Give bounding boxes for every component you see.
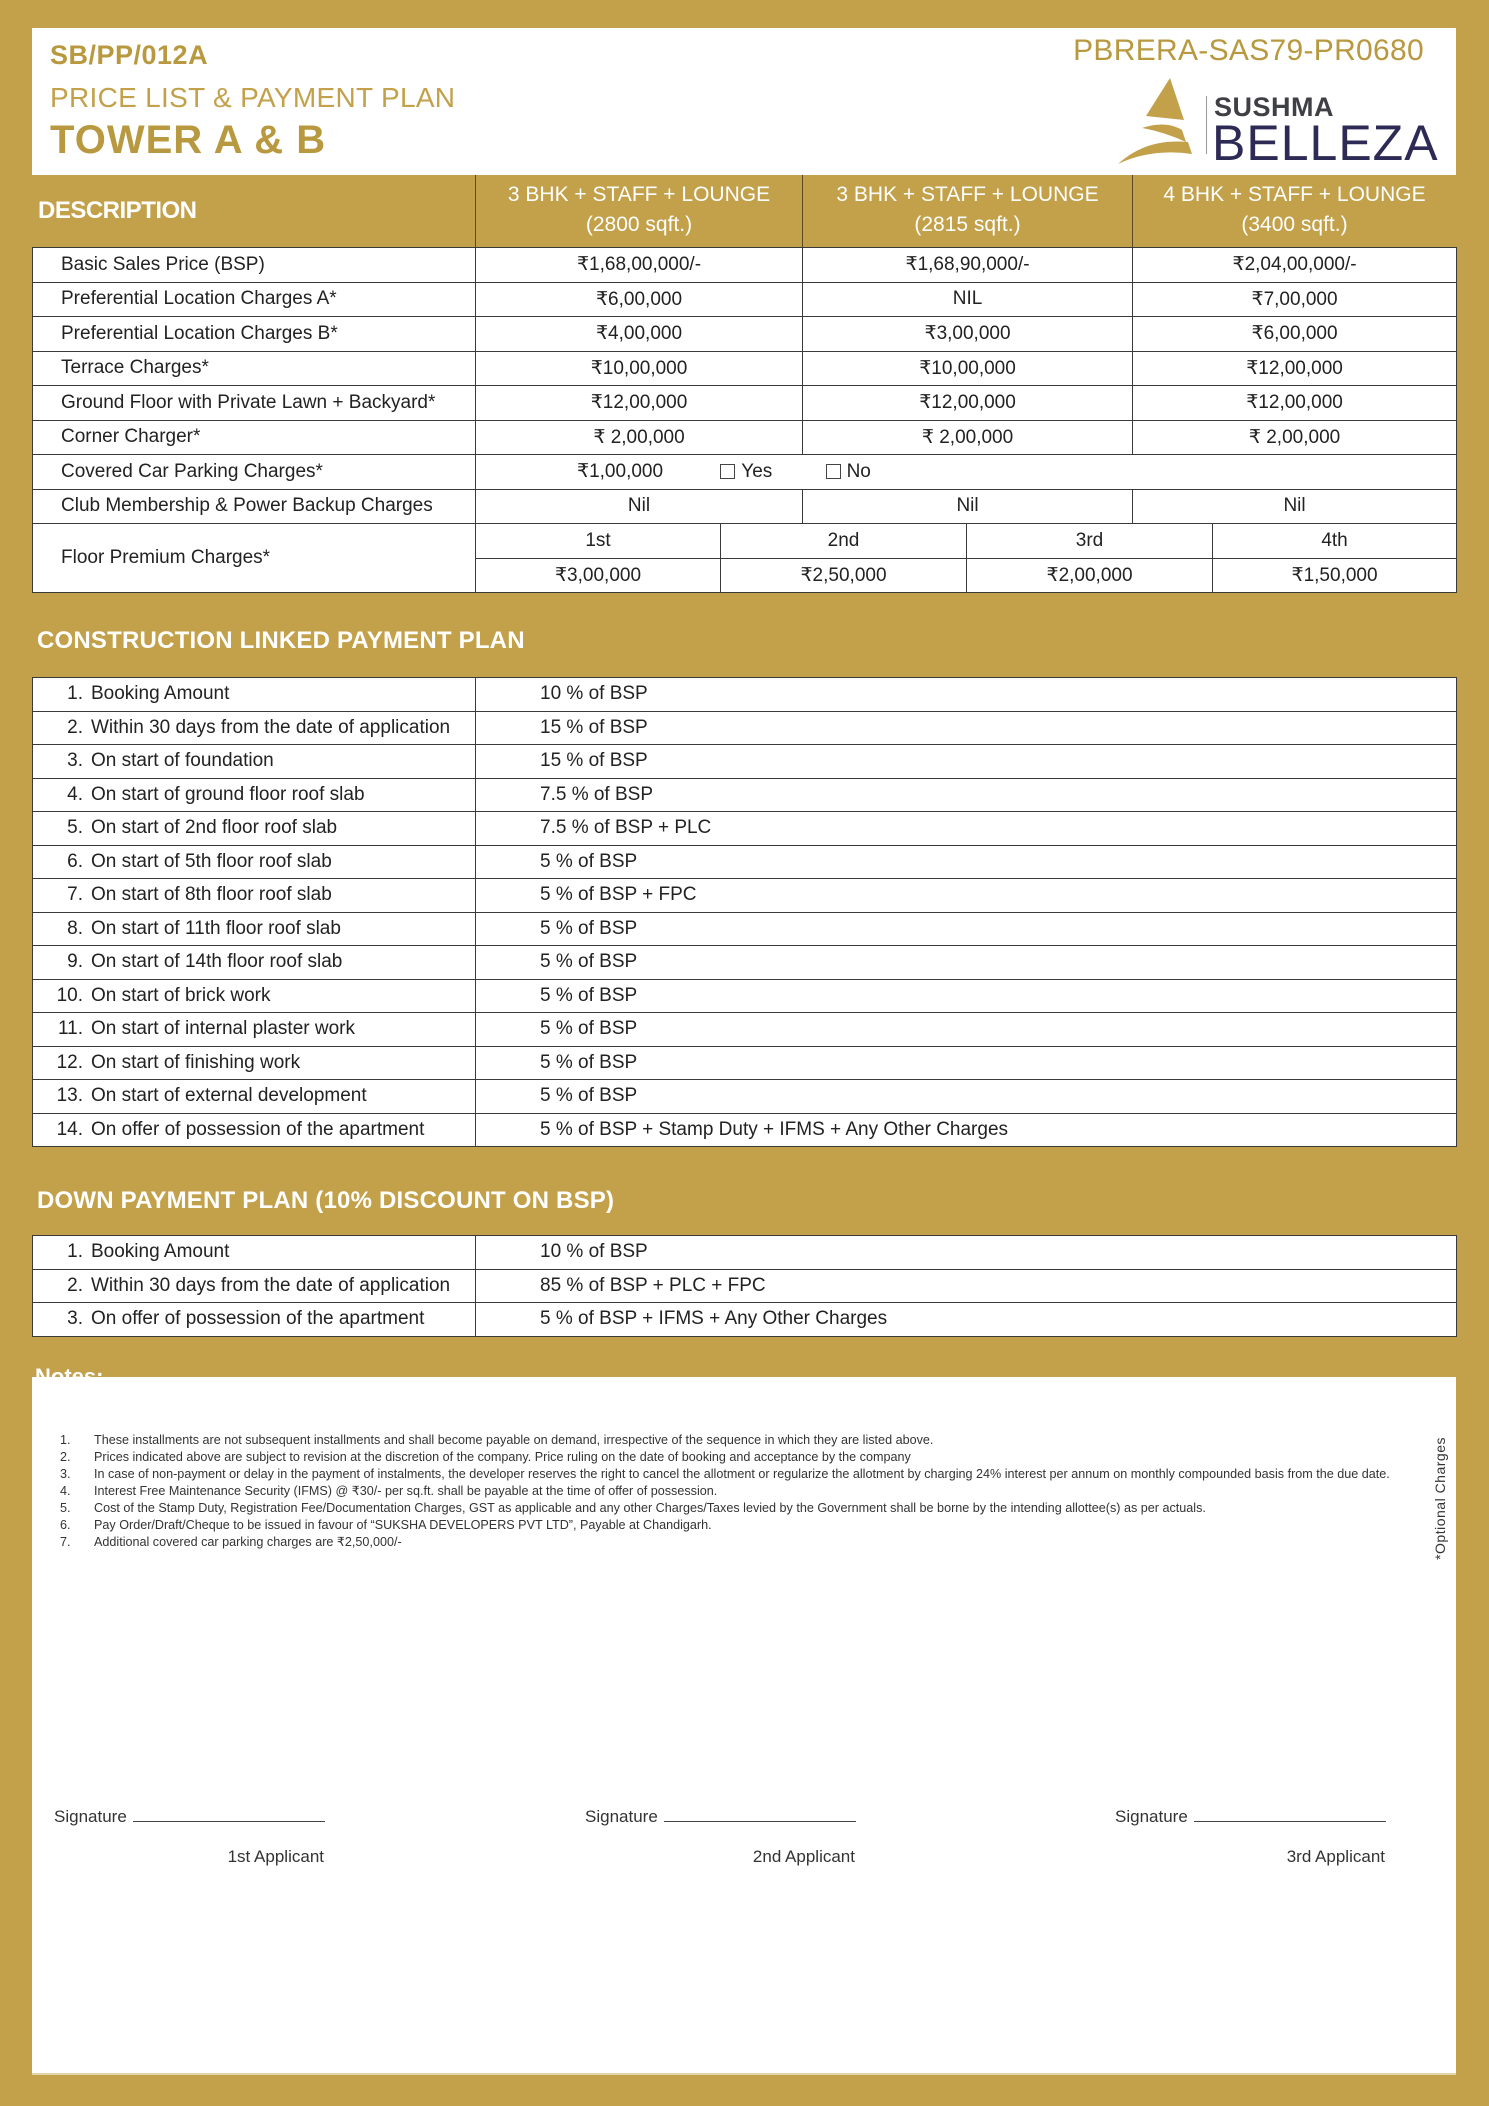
stage-label: On offer of possession of the apartment	[91, 1118, 425, 1140]
checkbox-yes-label: Yes	[741, 461, 773, 483]
document-subtitle: PRICE LIST & PAYMENT PLAN	[50, 82, 456, 113]
price-cell: ₹12,00,000	[476, 386, 803, 421]
stage-cell	[33, 912, 476, 946]
stage-label: Booking Amount	[91, 1241, 230, 1263]
stage-cell	[33, 979, 476, 1013]
note-item	[60, 1534, 1390, 1551]
row-label: Club Membership & Power Backup Charges	[33, 489, 476, 524]
stage-number: 3.	[67, 1308, 83, 1330]
table-row	[33, 912, 1457, 946]
table-row	[33, 489, 1457, 524]
brand-name-top: SUSHMA	[1214, 92, 1335, 122]
table-row	[33, 812, 1457, 846]
floor-label: 4th	[1213, 524, 1457, 559]
column-header-line1: 3 BHK + STAFF + LOUNGE	[507, 183, 771, 206]
stage-number: 14.	[56, 1118, 83, 1140]
column-header-line2: (3400 sqft.)	[1241, 213, 1348, 236]
amount-cell: 5 % of BSP	[476, 912, 1457, 946]
parking-cell	[476, 455, 1457, 490]
price-cell: Nil	[803, 489, 1133, 524]
table-row-parking	[33, 455, 1457, 490]
note-text: Pay Order/Draft/Cheque to be issued in favour of “SUKSHA DEVELOPERS PVT LTD”, Payable at Chandigarh.	[94, 1518, 712, 1532]
stage-number: 4.	[67, 783, 83, 805]
column-header-4bhk-3400	[1132, 175, 1456, 247]
stage-label: On start of brick work	[91, 984, 271, 1006]
stage-label: Within 30 days from the date of application	[91, 1274, 451, 1296]
applicant-label: 1st Applicant	[227, 1847, 324, 1866]
note-item	[60, 1483, 1390, 1500]
stage-number: 11.	[57, 1018, 83, 1040]
stage-cell	[33, 1046, 476, 1080]
stage-label: On start of 8th floor roof slab	[91, 884, 332, 906]
row-label: Covered Car Parking Charges*	[33, 455, 476, 490]
stage-label: On start of 14th floor roof slab	[91, 951, 343, 973]
row-label: Terrace Charges*	[33, 351, 476, 386]
column-header-line1: 3 BHK + STAFF + LOUNGE	[836, 183, 1099, 206]
stage-cell	[33, 879, 476, 913]
price-cell: ₹ 2,00,000	[476, 420, 803, 455]
amount-cell: 10 % of BSP	[476, 678, 1457, 712]
down-payment-plan-title: DOWN PAYMENT PLAN (10% DISCOUNT ON BSP)	[37, 1187, 615, 1214]
stage-cell	[33, 1113, 476, 1147]
note-number: 3.	[60, 1467, 71, 1481]
price-cell: ₹10,00,000	[476, 351, 803, 386]
table-row	[33, 1080, 1457, 1114]
stage-cell	[33, 812, 476, 846]
note-number: 1.	[60, 1433, 71, 1447]
table-row	[33, 1046, 1457, 1080]
stage-label: On start of 11th floor roof slab	[91, 917, 341, 939]
amount-cell: 5 % of BSP	[476, 946, 1457, 980]
table-row	[33, 778, 1457, 812]
stage-label: On start of 5th floor roof slab	[91, 850, 332, 872]
floor-premium-cell: ₹1,50,000	[1213, 558, 1457, 593]
stage-label: On start of external development	[91, 1085, 367, 1107]
amount-cell: 7.5 % of BSP	[476, 778, 1457, 812]
floor-premium-cell: ₹2,50,000	[721, 558, 967, 593]
row-label: Corner Charger*	[33, 420, 476, 455]
stage-number: 1.	[67, 1241, 83, 1263]
row-label: Ground Floor with Private Lawn + Backyard*	[33, 386, 476, 421]
table-row	[33, 678, 1457, 712]
stage-cell	[33, 1269, 476, 1303]
column-header-3bhk-2815	[802, 175, 1132, 247]
note-item	[60, 1517, 1390, 1534]
construction-plan-table	[32, 677, 1457, 1147]
stage-label: On start of foundation	[91, 750, 274, 772]
note-number: 2.	[60, 1450, 71, 1464]
price-cell: ₹12,00,000	[1133, 351, 1457, 386]
table-row	[33, 386, 1457, 421]
stage-number: 1.	[67, 683, 83, 705]
table-row	[33, 282, 1457, 317]
table-row	[33, 711, 1457, 745]
amount-cell: 15 % of BSP	[476, 745, 1457, 779]
price-cell: ₹1,68,90,000/-	[803, 248, 1133, 283]
table-row	[33, 745, 1457, 779]
floor-label: 3rd	[967, 524, 1213, 559]
row-label: Preferential Location Charges B*	[33, 317, 476, 352]
row-label: Basic Sales Price (BSP)	[33, 248, 476, 283]
stage-cell	[33, 1303, 476, 1337]
stage-label: On offer of possession of the apartment	[91, 1308, 425, 1330]
table-row	[33, 979, 1457, 1013]
row-label: Floor Premium Charges*	[33, 524, 476, 593]
notes-list	[60, 1432, 1390, 1551]
signature-line[interactable]	[133, 1807, 325, 1822]
stage-label: On start of 2nd floor roof slab	[91, 817, 338, 839]
table-row	[33, 1236, 1457, 1270]
table-row	[33, 1013, 1457, 1047]
checkbox-no-label: No	[846, 461, 871, 483]
description-header: DESCRIPTION	[38, 197, 197, 224]
table-row-floor-labels	[33, 524, 1457, 559]
amount-cell: 5 % of BSP	[476, 1046, 1457, 1080]
amount-cell: 5 % of BSP + FPC	[476, 879, 1457, 913]
stage-number: 13.	[56, 1085, 83, 1107]
optional-charges-note: *Optional Charges	[1432, 1437, 1448, 1560]
price-cell: ₹6,00,000	[476, 282, 803, 317]
note-text: Cost of the Stamp Duty, Registration Fee/Documentation Charges, GST as applicable and any other Charges/Taxes levied by the Government shall be borne by the intending allottee(s) as per actuals.	[94, 1501, 1206, 1515]
stage-label: On start of finishing work	[91, 1051, 301, 1073]
price-cell: ₹2,04,00,000/-	[1133, 248, 1457, 283]
column-header-3bhk-2800	[475, 175, 802, 247]
amount-cell: 5 % of BSP	[476, 1080, 1457, 1114]
logo-divider	[1206, 96, 1207, 154]
note-item	[60, 1466, 1390, 1483]
stage-cell	[33, 946, 476, 980]
applicant-label: 2nd Applicant	[752, 1847, 855, 1866]
price-cell: Nil	[1133, 489, 1457, 524]
table-row	[33, 1113, 1457, 1147]
amount-cell: 5 % of BSP	[476, 979, 1457, 1013]
note-number: 4.	[60, 1484, 71, 1498]
stage-cell	[33, 1236, 476, 1270]
stage-number: 2.	[67, 716, 83, 738]
note-number: 6.	[60, 1518, 71, 1532]
amount-cell: 5 % of BSP + IFMS + Any Other Charges	[476, 1303, 1457, 1337]
note-item	[60, 1449, 1390, 1466]
pyramid-logo-icon	[1116, 76, 1196, 168]
price-cell: NIL	[803, 282, 1133, 317]
price-cell: Nil	[476, 489, 803, 524]
signature-block-3	[1115, 1807, 1395, 1866]
table-row	[33, 317, 1457, 352]
stage-number: 2.	[67, 1274, 83, 1296]
applicant-label: 3rd Applicant	[1286, 1847, 1385, 1866]
amount-cell: 85 % of BSP + PLC + FPC	[476, 1269, 1457, 1303]
parking-amount: ₹1,00,000	[577, 461, 664, 483]
table-row	[33, 946, 1457, 980]
table-row	[33, 845, 1457, 879]
amount-cell: 5 % of BSP	[476, 1013, 1457, 1047]
price-cell: ₹12,00,000	[1133, 386, 1457, 421]
stage-label: On start of ground floor roof slab	[91, 783, 365, 805]
stage-number: 10.	[56, 984, 83, 1006]
stage-cell	[33, 745, 476, 779]
parking-option-no[interactable]	[826, 461, 926, 483]
price-cell: ₹7,00,000	[1133, 282, 1457, 317]
column-header-line1: 4 BHK + STAFF + LOUNGE	[1163, 183, 1426, 206]
price-cell: ₹4,00,000	[476, 317, 803, 352]
price-table	[32, 247, 1457, 593]
table-row	[33, 1303, 1457, 1337]
note-item	[60, 1500, 1390, 1517]
price-cell: ₹10,00,000	[803, 351, 1133, 386]
stage-number: 5.	[67, 817, 83, 839]
header-panel	[32, 28, 1456, 175]
stage-number: 8.	[67, 917, 83, 939]
note-text: Additional covered car parking charges are ₹2,50,000/-	[94, 1535, 402, 1549]
page-title: TOWER A & B	[50, 118, 327, 162]
amount-cell: 10 % of BSP	[476, 1236, 1457, 1270]
signature-line[interactable]	[1194, 1807, 1386, 1822]
price-cell: ₹ 2,00,000	[803, 420, 1133, 455]
stage-label: On start of internal plaster work	[91, 1018, 355, 1040]
price-table-header	[32, 175, 1456, 247]
price-cell: ₹3,00,000	[803, 317, 1133, 352]
rera-number: PBRERA-SAS79-PR0680	[1073, 34, 1424, 67]
checkbox-no[interactable]	[826, 464, 841, 479]
column-header-line2: (2815 sqft.)	[914, 213, 1021, 236]
floor-label: 2nd	[721, 524, 967, 559]
stage-number: 12.	[56, 1051, 83, 1073]
floor-premium-cell: ₹3,00,000	[476, 558, 721, 593]
row-label: Preferential Location Charges A*	[33, 282, 476, 317]
amount-cell: 7.5 % of BSP + PLC	[476, 812, 1457, 846]
signature-block-2	[585, 1807, 865, 1866]
price-cell: ₹1,68,00,000/-	[476, 248, 803, 283]
signature-label: Signature	[54, 1807, 127, 1826]
note-number: 5.	[60, 1501, 71, 1515]
stage-cell	[33, 711, 476, 745]
stage-number: 7.	[67, 884, 83, 906]
note-text: These installments are not subsequent installments and shall become payable on demand, irrespective of the sequence in which they are listed above.	[94, 1433, 934, 1447]
signature-line[interactable]	[664, 1807, 856, 1822]
stage-number: 3.	[67, 750, 83, 772]
signature-label: Signature	[585, 1807, 658, 1826]
notes-panel	[32, 1377, 1456, 2073]
brand-name-bottom: BELLEZA	[1212, 115, 1439, 171]
stage-number: 6.	[67, 850, 83, 872]
amount-cell: 15 % of BSP	[476, 711, 1457, 745]
stage-label: Booking Amount	[91, 683, 230, 705]
panel-bottom-edge	[32, 2073, 1456, 2075]
construction-plan-title: CONSTRUCTION LINKED PAYMENT PLAN	[37, 627, 525, 654]
price-cell: ₹ 2,00,000	[1133, 420, 1457, 455]
price-cell: ₹12,00,000	[803, 386, 1133, 421]
price-cell: ₹6,00,000	[1133, 317, 1457, 352]
table-row	[33, 420, 1457, 455]
signature-block-1	[54, 1807, 334, 1866]
note-text: In case of non-payment or delay in the payment of instalments, the developer reserves the right to cancel the allotment or regularize the allotment by charging 24% interest per annum on monthly compounded basis from the due date.	[94, 1467, 1390, 1481]
table-row	[33, 351, 1457, 386]
amount-cell: 5 % of BSP + Stamp Duty + IFMS + Any Other Charges	[476, 1113, 1457, 1147]
table-row	[33, 1269, 1457, 1303]
signature-label: Signature	[1115, 1807, 1188, 1826]
note-text: Prices indicated above are subject to revision at the discretion of the company. Price ruling on the date of booking and acceptance by the company	[94, 1450, 911, 1464]
stage-cell	[33, 778, 476, 812]
down-payment-plan-table	[32, 1235, 1457, 1337]
table-row	[33, 248, 1457, 283]
note-number: 7.	[60, 1535, 71, 1549]
document-code: SB/PP/012A	[50, 40, 209, 70]
parking-option-yes[interactable]	[720, 461, 820, 483]
stage-number: 9.	[67, 951, 83, 973]
floor-premium-cell: ₹2,00,000	[967, 558, 1213, 593]
stage-cell	[33, 845, 476, 879]
stage-cell	[33, 1080, 476, 1114]
brand-logo	[1116, 76, 1439, 171]
amount-cell: 5 % of BSP	[476, 845, 1457, 879]
checkbox-yes[interactable]	[720, 464, 735, 479]
column-header-line2: (2800 sqft.)	[585, 213, 693, 236]
note-item	[60, 1432, 1390, 1449]
note-text: Interest Free Maintenance Security (IFMS) @ ₹30/- per sq.ft. shall be payable at the time of offer of possession.	[94, 1484, 718, 1498]
stage-cell	[33, 678, 476, 712]
stage-cell	[33, 1013, 476, 1047]
floor-label: 1st	[476, 524, 721, 559]
stage-label: Within 30 days from the date of application	[91, 716, 451, 738]
table-row	[33, 879, 1457, 913]
